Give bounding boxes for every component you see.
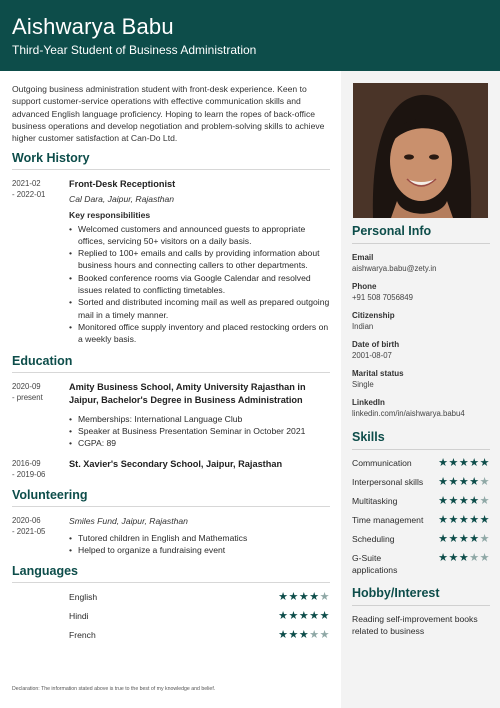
star-icon: ★ (479, 457, 490, 469)
star-rating (278, 609, 330, 622)
info-value-linkedin: linkedin.com/in/aishwarya.babu4 (352, 409, 465, 418)
star-icon: ★ (278, 610, 289, 623)
personal-info-list (352, 253, 490, 418)
entry-date-start: 2020-06 (12, 516, 41, 526)
skill-name: Scheduling (352, 534, 395, 544)
star-icon: ★ (448, 533, 459, 545)
school-title: St. Xavier's Secondary School, Jaipur, Rajasthan (69, 459, 283, 470)
list-item: • Replied to 100+ emails and calls by providing information about business hours and connecting callers to other departments. (69, 247, 330, 272)
list-item: • Welcomed customers and announced guests to appropriate offices, servicing 50+ visitors on a daily basis. (69, 223, 330, 248)
star-icon: ★ (438, 476, 449, 488)
list-item: • Memberships: International Language Club (69, 413, 330, 425)
section-title-work-history: Work History (12, 151, 330, 170)
entry-date (12, 178, 69, 345)
star-icon: ★ (288, 610, 299, 623)
star-rating (438, 533, 490, 545)
star-icon: ★ (448, 476, 459, 488)
language-name: English (69, 591, 98, 602)
section-title-languages: Languages (12, 564, 330, 583)
entry-date-end: - present (12, 392, 43, 402)
language-row (12, 587, 330, 606)
entry-date (12, 381, 69, 450)
star-icon: ★ (298, 591, 310, 604)
skill-row (352, 476, 490, 488)
skill-name: Communication (352, 458, 412, 468)
info-value-dob: 2001-08-07 (352, 351, 392, 360)
language-row (12, 606, 330, 625)
info-label-linkedin: LinkedIn (352, 398, 385, 407)
info-value-marital: Single (352, 380, 374, 389)
info-label-citizenship: Citizenship (352, 311, 395, 320)
main-column (12, 83, 330, 644)
star-icon: ★ (298, 629, 310, 642)
candidate-role: Third-Year Student of Business Administration (12, 43, 257, 57)
star-icon: ★ (319, 591, 330, 604)
organization: Smiles Fund, Jaipur, Rajasthan (69, 516, 188, 527)
skill-name: G-Suite applications (352, 553, 398, 575)
star-icon: ★ (479, 495, 490, 507)
star-icon: ★ (309, 591, 320, 604)
language-row (12, 625, 330, 644)
entry-date-end: - 2021-05 (12, 527, 46, 537)
entry-date-start: 2021-02 (12, 179, 41, 189)
language-name: Hindi (69, 610, 89, 621)
resume-header (0, 0, 500, 71)
star-icon: ★ (469, 552, 480, 564)
star-icon: ★ (458, 495, 470, 507)
list-item: • Speaker at Business Presentation Seminar in October 2021 (69, 425, 330, 437)
entry-date-start: 2016-09 (12, 459, 41, 469)
education-entry (12, 458, 330, 480)
star-rating (438, 552, 490, 564)
responsibilities-list (69, 223, 330, 346)
star-icon: ★ (469, 533, 480, 545)
star-rating (438, 457, 490, 469)
skills-list (352, 457, 490, 576)
profile-summary: Outgoing business administration student with front-desk experience. Keen to support customer-service operations with effective communication skills and advanced English language proficiency. Hoping to learn the ropes of back-office business operations and develop negotiation and problem-solving skills to achieve higher customer satisfaction at Can-Do Ltd. (12, 84, 325, 144)
education-details (69, 413, 330, 450)
entry-date-end: - 2019-06 (12, 470, 46, 480)
list-item: • Booked conference rooms via Google Calendar and resolved issues related to conflicting timetables. (69, 272, 330, 297)
skill-row (352, 457, 490, 469)
star-icon: ★ (479, 552, 490, 564)
skill-row (352, 552, 490, 576)
profile-photo (353, 83, 488, 218)
star-icon: ★ (448, 495, 459, 507)
entry-date (12, 458, 69, 480)
info-label-dob: Date of birth (352, 340, 400, 349)
list-item: • Sorted and distributed incoming mail as well as prepared outgoing mail in a timely manner. (69, 296, 330, 321)
volunteering-details (69, 532, 330, 557)
star-icon: ★ (479, 514, 490, 526)
section-title-hobby: Hobby/Interest (352, 586, 490, 606)
portrait-illustration (353, 83, 488, 218)
info-label-phone: Phone (352, 282, 377, 291)
info-label-email: Email (352, 253, 374, 262)
star-icon: ★ (469, 476, 480, 488)
list-item: • Tutored children in English and Mathematics (69, 532, 330, 544)
star-icon: ★ (438, 457, 449, 469)
sidebar-content (352, 224, 490, 638)
section-title-education: Education (12, 354, 330, 373)
star-icon: ★ (458, 552, 470, 564)
star-rating (438, 476, 490, 488)
star-icon: ★ (458, 514, 470, 526)
star-icon: ★ (448, 514, 459, 526)
section-title-skills: Skills (352, 430, 490, 450)
entry-body (69, 515, 330, 556)
star-icon: ★ (479, 476, 490, 488)
skill-row (352, 533, 490, 545)
list-item: • CGPA: 89 (69, 437, 330, 449)
responsibilities-label: Key responsibilities (69, 210, 151, 221)
star-icon: ★ (448, 457, 459, 469)
star-rating (278, 628, 330, 641)
star-icon: ★ (448, 552, 459, 564)
star-icon: ★ (469, 495, 480, 507)
entry-body (69, 458, 330, 480)
language-name: French (69, 629, 96, 640)
languages-list (12, 587, 330, 644)
star-icon: ★ (469, 514, 480, 526)
star-icon: ★ (458, 457, 470, 469)
skill-row (352, 514, 490, 526)
star-icon: ★ (438, 495, 449, 507)
skill-name: Interpersonal skills (352, 477, 424, 487)
job-title: Front-Desk Receptionist (69, 179, 176, 190)
section-title-volunteering: Volunteering (12, 488, 330, 507)
star-icon: ★ (278, 591, 289, 604)
star-icon: ★ (438, 552, 449, 564)
star-icon: ★ (278, 629, 289, 642)
star-rating (438, 495, 490, 507)
star-rating (438, 514, 490, 526)
star-icon: ★ (479, 533, 490, 545)
star-icon: ★ (458, 476, 470, 488)
star-icon: ★ (469, 457, 480, 469)
info-value-phone: +91 508 7056849 (352, 293, 413, 302)
star-icon: ★ (319, 610, 330, 623)
entry-date-end: - 2022-01 (12, 190, 46, 200)
star-icon: ★ (458, 533, 470, 545)
employer: Cal Dara, Jaipur, Rajasthan (69, 193, 175, 204)
education-entry (12, 381, 330, 450)
star-icon: ★ (438, 514, 449, 526)
star-icon: ★ (438, 533, 449, 545)
info-label-marital: Marital status (352, 369, 404, 378)
list-item: • Monitored office supply inventory and placed restocking orders on a weekly basis. (69, 321, 330, 346)
entry-body (69, 381, 330, 450)
star-icon: ★ (309, 629, 320, 642)
declaration-text: Declaration: The information stated above is true to the best of my knowledge and belief. (12, 686, 216, 692)
star-icon: ★ (309, 610, 320, 623)
section-title-personal-info: Personal Info (352, 224, 490, 244)
volunteering-entry (12, 515, 330, 556)
star-rating (278, 590, 330, 603)
work-entry (12, 178, 330, 345)
info-value-email: aishwarya.babu@zety.in (352, 264, 437, 273)
list-item: • Helped to organize a fundraising event (69, 544, 330, 556)
entry-body (69, 178, 330, 345)
skill-name: Multitasking (352, 496, 398, 506)
star-icon: ★ (298, 610, 310, 623)
school-title: Amity Business School, Amity University Rajasthan in Jaipur, Bachelor's Degree in Business Administration (69, 381, 306, 406)
entry-date (12, 515, 69, 556)
info-value-citizenship: Indian (352, 322, 374, 331)
skill-name: Time management (352, 515, 424, 525)
skill-row (352, 495, 490, 507)
star-icon: ★ (288, 629, 299, 642)
candidate-name: Aishwarya Babu (12, 14, 174, 39)
hobby-text: Reading self-improvement books related to business (352, 614, 478, 637)
star-icon: ★ (319, 629, 330, 642)
star-icon: ★ (288, 591, 299, 604)
entry-date-start: 2020-09 (12, 381, 41, 391)
